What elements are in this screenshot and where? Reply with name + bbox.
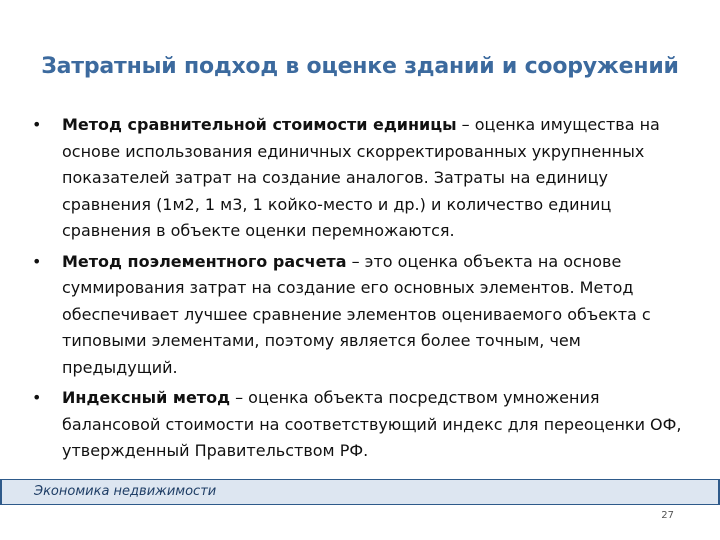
bullet-term: Метод поэлементного расчета bbox=[62, 251, 347, 271]
page-number: 27 bbox=[661, 510, 674, 521]
footer-label: Экономика недвижимости bbox=[34, 484, 217, 499]
bullet-icon: • bbox=[32, 251, 42, 271]
bullet-text: – это оценка объекта на основе суммирования затрат на создание его основных элементов. Метод обеспечивает лучшее сравнение элементов оцениваемого объекта с типовыми элементами, поэтому является более точным, чем предыдущий. bbox=[62, 251, 651, 377]
bullet-term: Индексный метод bbox=[62, 388, 230, 407]
footer-bar bbox=[0, 479, 720, 505]
bullet-icon: • bbox=[32, 115, 42, 134]
bullet-list bbox=[28, 112, 688, 469]
bullet-icon: • bbox=[32, 388, 42, 407]
footer-left-border bbox=[0, 480, 2, 504]
bullet-term: Метод сравнительной стоимости единицы bbox=[62, 115, 457, 134]
bullet-item-unit-cost bbox=[28, 112, 688, 245]
bullet-item-element-calc bbox=[28, 249, 688, 382]
bullet-text: – оценка объекта посредством умножения балансовой стоимости на соответствующий индекс для переоценки ОФ, утвержденный Правительством РФ. bbox=[62, 388, 682, 460]
bullet-text: – оценка имущества на основе использования единичных скорректированных укрупненных показателей затрат на создание аналогов. Затраты на единицу сравнения (1м2, 1 м3, 1 койко-место и др.) и количество единиц сравнения в объекте оценки перемножаются. bbox=[62, 115, 660, 240]
slide-title: Затратный подход в оценке зданий и сооружений bbox=[41, 54, 679, 79]
bullet-item-index-method bbox=[28, 385, 688, 465]
